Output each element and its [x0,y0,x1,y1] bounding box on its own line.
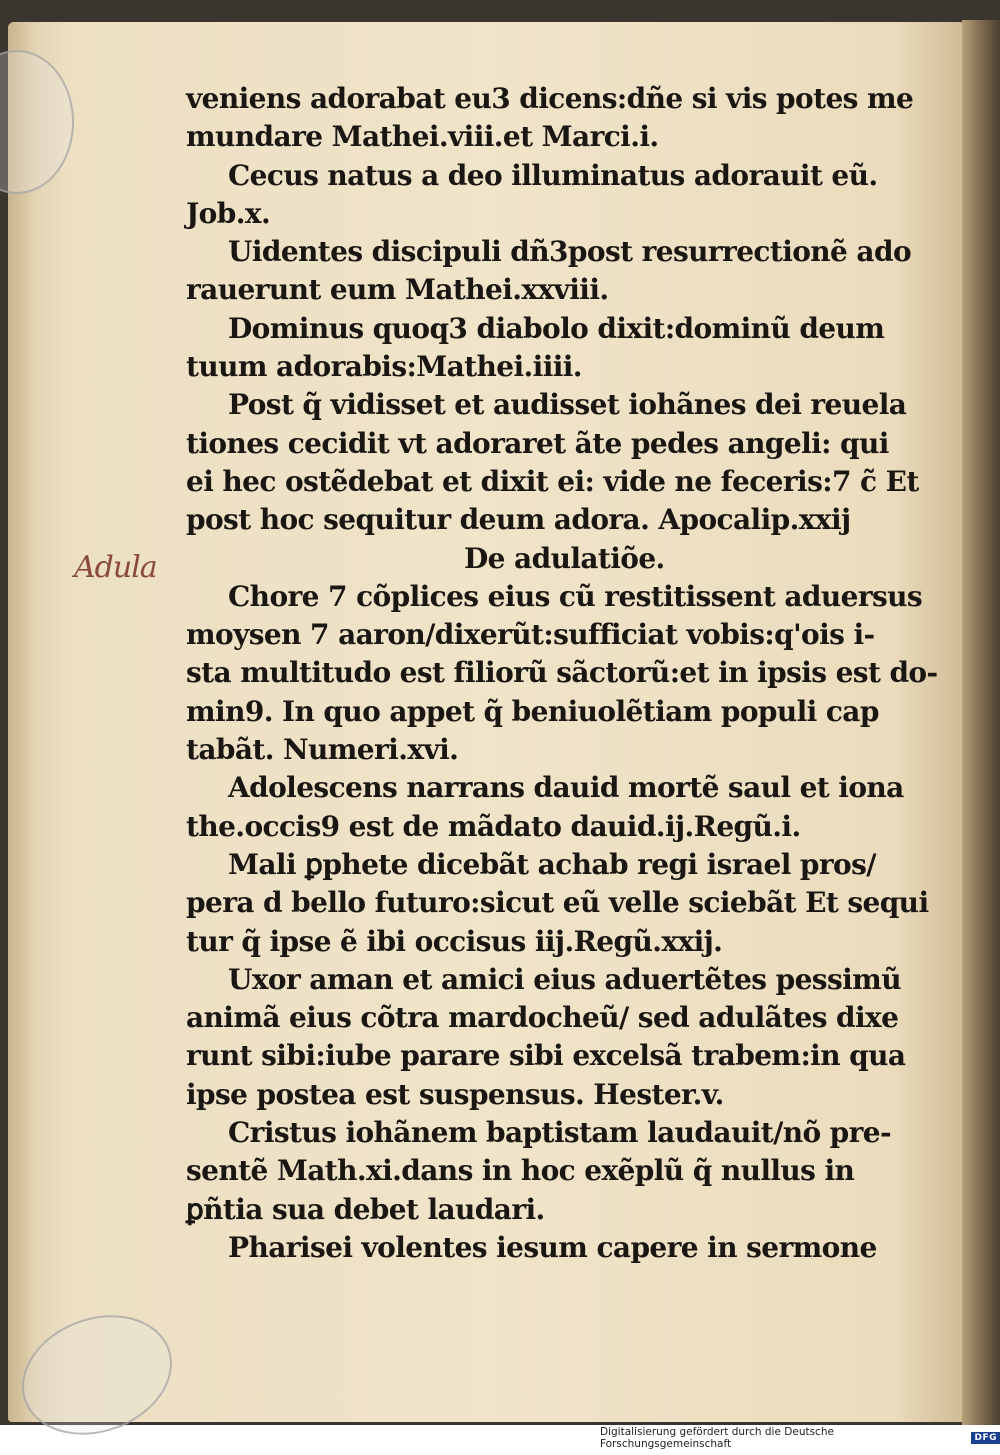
text-line: mundare Mathei.viii.et Marci.i. [186,120,659,154]
text-line: sentẽ Math.xi.dans in hoc exẽplũ q̃ nullus in [186,1154,855,1188]
text-line: moysen 7 aaron/dixerũt:sufficiat vobis:q'ois i- [186,618,875,652]
text-line: tabãt. Numeri.xvi. [186,733,459,767]
text-line: animã eius cõtra mardocheũ/ sed adulãtes dixe [186,1001,899,1035]
text-line: tur q̃ ipse ẽ ibi occisus iij.Regũ.xxij. [186,924,723,958]
text-line: min9. In quo appet q̃ beniuolẽtiam populi cap [186,694,879,728]
text-line: runt sibi:iube parare sibi excelsã trabem:in qua [186,1039,906,1073]
text-line: Uxor aman et amici eius aduertẽtes pessimũ [228,962,901,996]
text-line: the.occis9 est de mãdato dauid.ij.Regũ.i. [186,809,801,843]
text-line: Cecus natus a deo illuminatus adorauit eũ. [228,158,878,192]
text-line: Pharisei volentes iesum capere in sermone [228,1230,877,1264]
footer-credit [600,1428,1000,1448]
text-line: post hoc sequitur deum adora. Apocalip.xxij [186,503,851,537]
text-line: Uidentes discipuli dñ3post resurrectionẽ ado [228,235,912,269]
text-line: rauerunt eum Mathei.xxviii. [186,273,609,307]
text-line: ei hec ostẽdebat et dixit ei: vide ne feceris:7 c̃ Et [186,464,919,498]
text-line: pera d bello futuro:sicut eũ velle sciebãt Et sequi [186,886,929,920]
footer-credit-text: Digitalisierung gefördert durch die Deutsche Forschungsgemeinschaft [600,1426,834,1450]
text-line: Job.x. [186,196,271,230]
marginal-note: Adula [74,550,157,585]
text-line: sta multitudo est filiorũ sãctorũ:et in ipsis est do- [186,656,938,690]
dfg-logo: DFG [971,1432,1000,1444]
text-line: ipse postea est suspensus. Hester.v. [186,1077,724,1111]
text-line: tiones cecidit vt adoraret ãte pedes angeli: qui [186,426,889,460]
section-heading: De adulatiõe. [464,541,665,575]
text-line: Adolescens narrans dauid mortẽ saul et iona [228,771,904,805]
text-line: Cristus iohãnem baptistam laudauit/nõ pre- [228,1116,892,1150]
text-line: Dominus quoq3 diabolo dixit:dominũ deum [228,311,885,345]
body-text [186,80,938,1267]
text-line: ꝑñtia sua debet laudari. [186,1192,545,1226]
text-line: Post q̃ vidisset et audisset iohãnes dei reuela [228,388,907,422]
text-line: veniens adorabat eu3 dicens:dñe si vis potes me [186,82,914,115]
text-line: Chore 7 cõplices eius cũ restitissent aduersus [228,579,923,613]
text-line: Mali ꝑphete dicebãt achab regi israel pros/ [228,847,876,881]
text-line: tuum adorabis:Mathei.iiii. [186,350,582,384]
book-edge [962,20,1000,1425]
page-gutter [8,22,34,1422]
